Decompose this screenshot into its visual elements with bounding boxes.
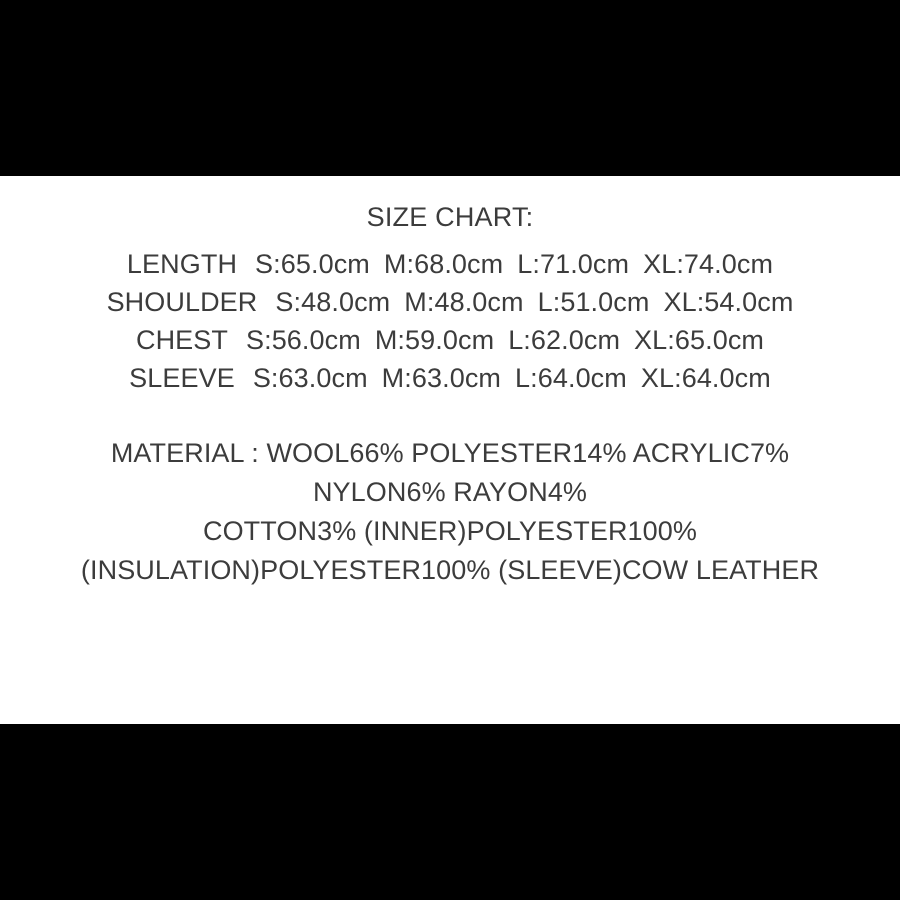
size-value-s: S:56.0cm: [245, 325, 361, 355]
material-line: COTTON3% (INNER)POLYESTER100%: [202, 516, 697, 546]
size-value-l: L:64.0cm: [515, 363, 627, 393]
size-value-m: M:48.0cm: [404, 287, 524, 317]
material-line: MATERIAL : WOOL66% POLYESTER14% ACRYLIC7%: [110, 438, 790, 468]
row-label-chest: CHEST: [135, 325, 228, 355]
size-value-xl: XL:65.0cm: [634, 325, 765, 355]
row-label-sleeve: SLEEVE: [129, 363, 235, 393]
size-value-xl: XL:64.0cm: [640, 363, 771, 393]
size-value-s: S:65.0cm: [255, 249, 370, 279]
table-row: [127, 249, 773, 280]
row-values-shoulder: [275, 287, 793, 318]
table-row: [136, 325, 764, 356]
size-value-l: L:51.0cm: [537, 287, 650, 317]
size-value-xl: XL:74.0cm: [643, 249, 774, 279]
table-row: [107, 287, 794, 318]
material-line: (INSULATION)POLYESTER100% (SLEEVE)COW LEATHER: [80, 555, 820, 585]
size-value-m: M:63.0cm: [381, 363, 502, 393]
page-title: SIZE CHART:: [366, 202, 534, 232]
size-value-m: M:68.0cm: [383, 249, 504, 279]
row-label-shoulder: SHOULDER: [106, 287, 258, 317]
size-chart-panel: [0, 176, 900, 724]
size-value-s: S:63.0cm: [252, 363, 368, 393]
table-row: [129, 363, 771, 394]
row-values-sleeve: [253, 363, 771, 394]
row-label-length: LENGTH: [126, 249, 238, 279]
size-value-l: L:62.0cm: [508, 325, 621, 355]
size-value-m: M:59.0cm: [374, 325, 495, 355]
material-line: NYLON6% RAYON4%: [312, 477, 588, 507]
row-values-length: [255, 249, 773, 280]
size-value-s: S:48.0cm: [275, 287, 391, 317]
row-values-chest: [246, 325, 764, 356]
material-section: [20, 438, 880, 586]
size-value-xl: XL:54.0cm: [663, 287, 794, 317]
size-value-l: L:71.0cm: [517, 249, 630, 279]
size-chart-table: [20, 249, 880, 394]
